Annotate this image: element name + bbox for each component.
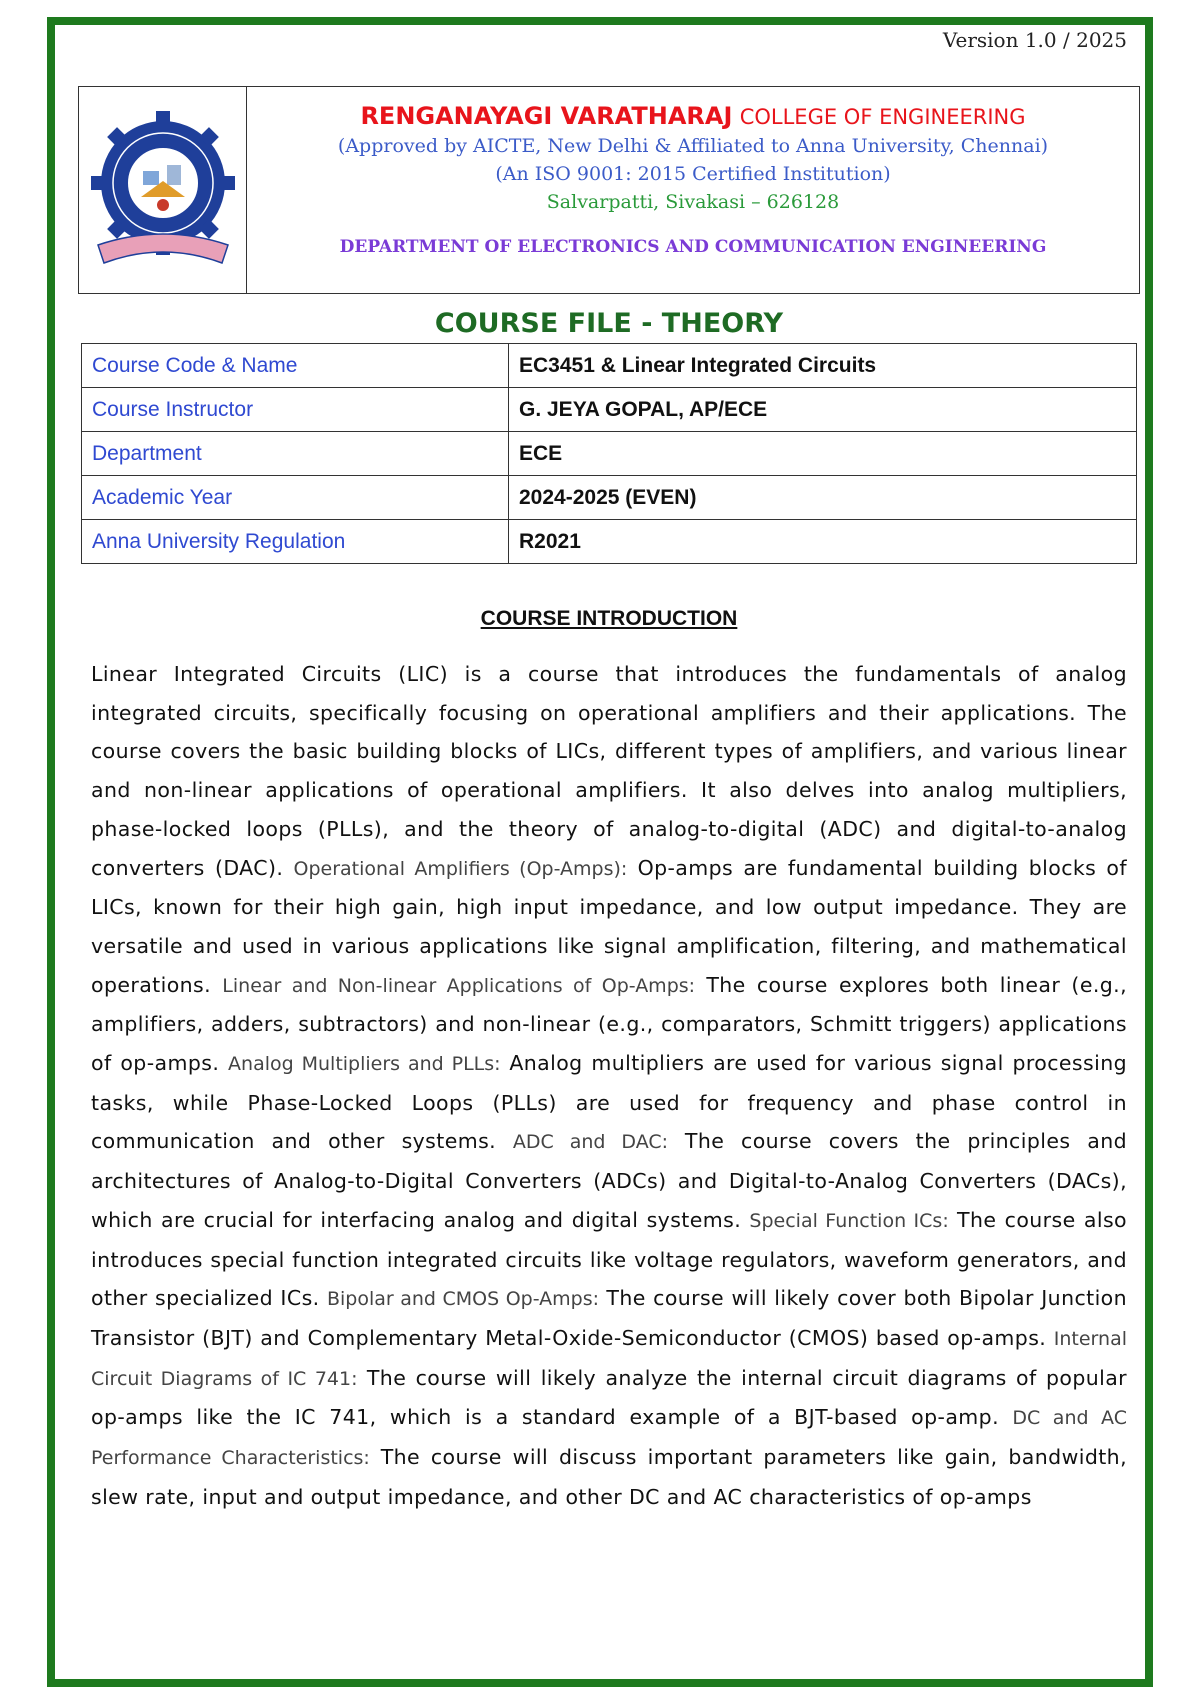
intro-text: Linear Integrated Circuits (LIC) is a course that introduces the fundamentals of analog integrated circuits, specifically focusing on operational amplifiers and their applications. The course covers the basic building blocks of LICs, different types of amplifiers, and various linear and non-linear applications of operational amplifiers. It also delves into analog multipliers, phase-locked loops (PLLs), and the theory of analog-to-digital (ADC) and digital-to-analog converters (DAC). — [91, 662, 1127, 880]
intro-text: The course explores both linear (e.g., amplifiers, adders, subtractors) and non-linear (e.g., comparators, Schmitt triggers) applications of op-amps. — [91, 972, 1128, 1076]
approval-line: (Approved by AICTE, New Delhi & Affiliated to Anna University, Chennai) — [337, 135, 1049, 157]
institution-name-secondary: COLLEGE OF ENGINEERING — [739, 105, 1026, 129]
intro-text: The course also introduces special function integrated circuits like voltage regulators, waveform generators, and other specialized ICs. — [91, 1207, 1127, 1311]
info-label: Course Code & Name — [82, 344, 509, 388]
intro-text: The course will discuss important parameters like gain, bandwidth, slew rate, input and output impedance, and other DC and AC characteristics of op-amps — [91, 1445, 1127, 1509]
table-row — [82, 520, 1137, 564]
department-line: DEPARTMENT OF ELECTRONICS AND COMMUNICATION ENGINEERING — [339, 237, 1047, 257]
intro-text: Analog multipliers are used for various signal processing tasks, while Phase-Locked Loops (PLLs) are used for frequency and phase control in communication and other systems. — [91, 1051, 1127, 1154]
course-info-table — [81, 343, 1137, 564]
table-row — [82, 432, 1137, 476]
topic-label: DC and AC Performance Characteristics: — [91, 1407, 1127, 1470]
info-label: Anna University Regulation — [82, 520, 509, 564]
intro-text: Op-amps are fundamental building blocks of LICs, known for their high gain, high input impedance, and low output impedance. They are versatile and used in various applications like signal amplification, filtering, and mathematical operations. — [91, 855, 1127, 997]
intro-text: The course will likely cover both Bipolar Junction Transistor (BJT) and Complementary Metal-Oxide-Semiconductor (CMOS) based op-amps. — [91, 1286, 1128, 1350]
info-value: R2021 — [509, 520, 1137, 564]
info-label: Department — [82, 432, 509, 476]
info-label: Academic Year — [82, 476, 509, 520]
logo-cell — [79, 87, 247, 293]
topic-label: Special Function ICs: — [749, 1209, 949, 1232]
topic-label: Bipolar and CMOS Op-Amps: — [326, 1288, 600, 1311]
topic-label: ADC and DAC: — [512, 1131, 669, 1154]
version-label: Version 1.0 / 2025 — [942, 28, 1127, 52]
table-row — [82, 476, 1137, 520]
college-seal-icon — [88, 105, 238, 275]
institution-name — [247, 101, 1139, 132]
institution-header — [78, 86, 1140, 294]
info-value: ECE — [509, 432, 1137, 476]
info-value: EC3451 & Linear Integrated Circuits — [509, 344, 1137, 388]
topic-label: Internal Circuit Diagrams of IC 741: — [91, 1327, 1127, 1390]
address-line: Salvarpatti, Sivakasi – 626128 — [546, 191, 840, 213]
iso-line: (An ISO 9001: 2015 Certified Institution) — [495, 163, 891, 185]
institution-details — [247, 87, 1139, 293]
intro-text: The course will likely analyze the internal circuit diagrams of popular op-amps like the IC 741, which is a standard example of a BJT-based op-amp. — [91, 1365, 1128, 1430]
topic-label: Operational Amplifiers (Op-Amps): — [293, 857, 628, 880]
intro-text: The course covers the principles and architectures of Analog-to-Digital Converters (ADCs) and Digital-to-Analog Converters (DACs), which are crucial for interfacing analog and digital systems. — [91, 1129, 1128, 1232]
info-value: 2024-2025 (EVEN) — [509, 476, 1137, 520]
table-row — [82, 344, 1137, 388]
topic-label: Linear and Non-linear Applications of Op-Amps: — [222, 974, 696, 997]
info-value: G. JEYA GOPAL, AP/ECE — [509, 388, 1137, 432]
topic-label: Analog Multipliers and PLLs: — [228, 1053, 501, 1076]
institution-name-primary: RENGANAYAGI VARATHARAJ — [360, 102, 733, 130]
intro-heading: COURSE INTRODUCTION — [480, 607, 738, 630]
intro-paragraph — [91, 655, 1127, 1516]
table-row — [82, 388, 1137, 432]
course-file-title: COURSE FILE - THEORY — [434, 308, 784, 339]
info-label: Course Instructor — [82, 388, 509, 432]
